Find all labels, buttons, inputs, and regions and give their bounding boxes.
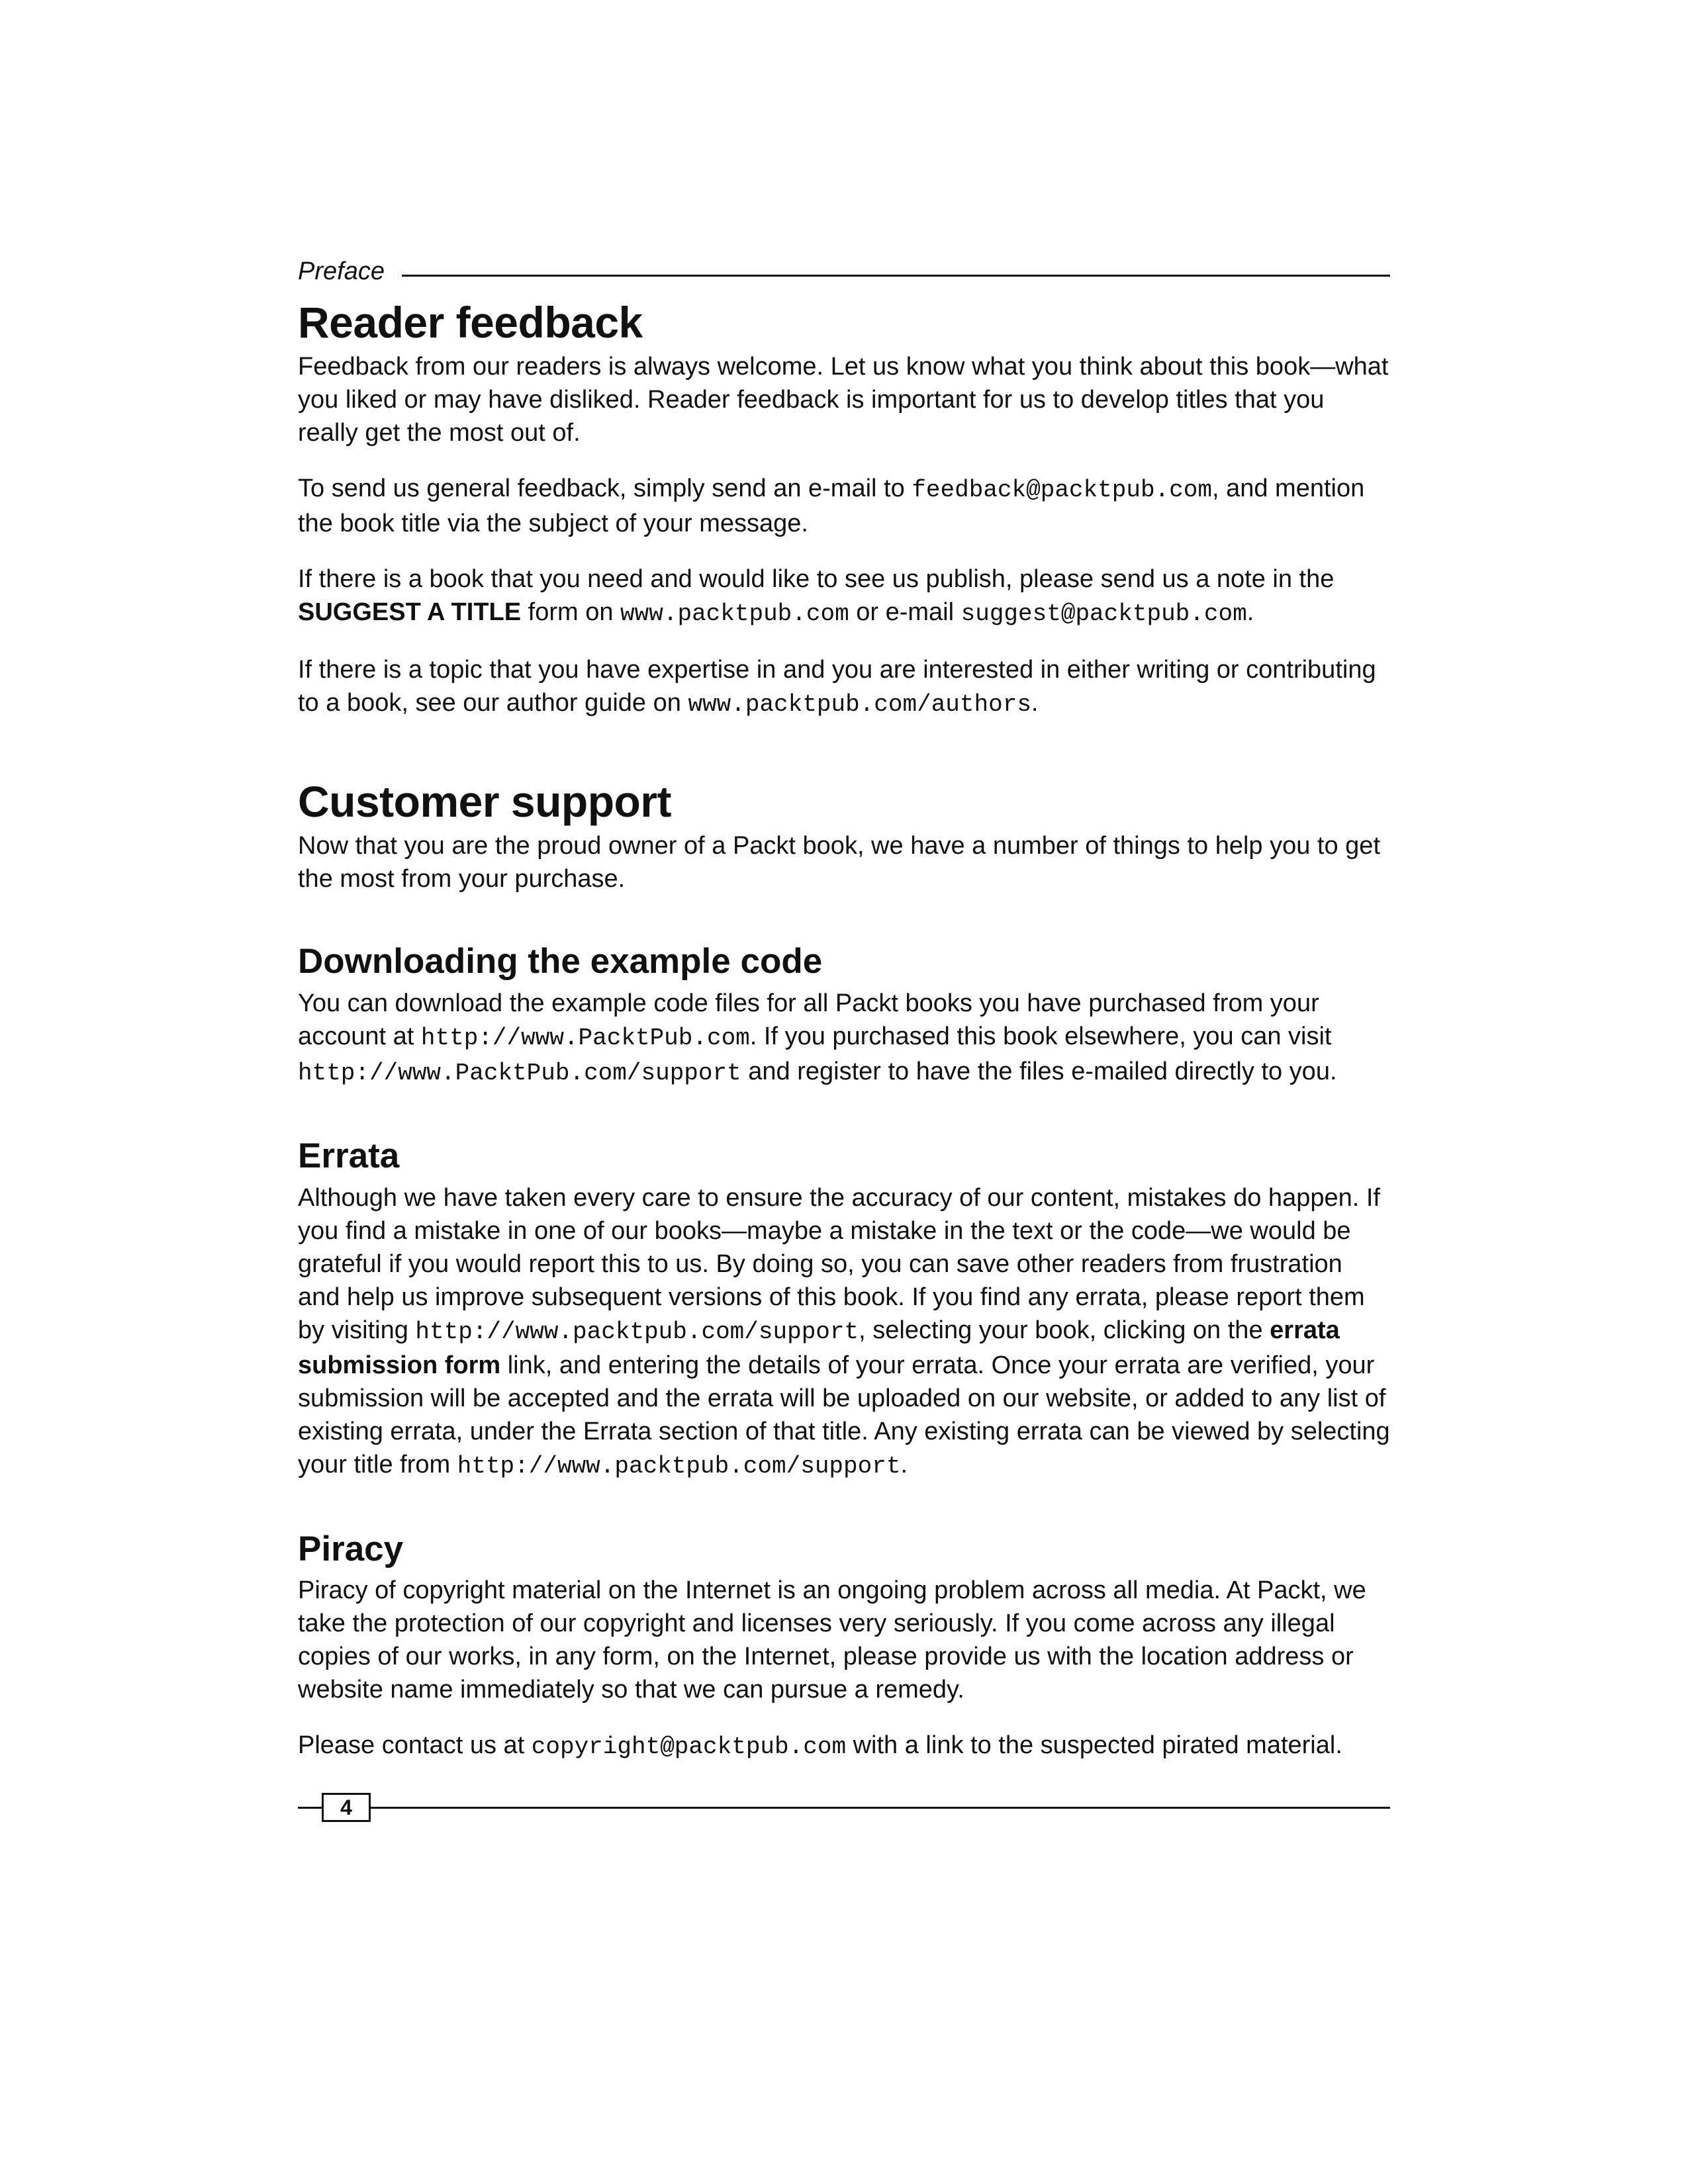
errata-support-link-2[interactable]: http://www.packtpub.com/support	[457, 1452, 901, 1480]
errata-support-link-1[interactable]: http://www.packtpub.com/support	[415, 1318, 859, 1345]
suggest-title-keyword: SUGGEST A TITLE	[298, 598, 522, 627]
page-number: 4	[322, 1793, 371, 1822]
packtpub-home-link[interactable]: http://www.PacktPub.com	[420, 1024, 750, 1052]
heading-reader-feedback: Reader feedback	[298, 298, 643, 347]
authors-url-link[interactable]: www.packtpub.com/authors	[688, 691, 1031, 719]
footer-rule-right	[371, 1807, 1390, 1809]
reader-feedback-paragraph-2: To send us general feedback, simply send an e-mail to feedback@packtpub.com, and mention the book title via the subject of your message.	[298, 475, 1365, 538]
suggest-email-link[interactable]: suggest@packtpub.com	[961, 600, 1247, 628]
errata-submission-form-keyword: errata submission form	[298, 1316, 1340, 1379]
running-header-title: Preface	[298, 257, 385, 285]
running-header	[298, 251, 1390, 291]
piracy-paragraph-1: Piracy of copyright material on the Internet is an ongoing problem across all media. At Packt, we take the protection of our copyright and licenses very seriously. If you come across any illegal copies of our works, in any form, on the Internet, please provide us with the location address or website name immediately so that we can pursue a remedy.	[298, 1576, 1366, 1704]
packtpub-url-link[interactable]: www.packtpub.com	[620, 600, 849, 628]
copyright-email-link[interactable]: copyright@packtpub.com	[531, 1733, 847, 1761]
reader-feedback-paragraph-1: Feedback from our readers is always welcome. Let us know what you think about this book—what you liked or may have disliked. Reader feedback is important for us to develop titles that you really get the most out of.	[298, 353, 1389, 447]
customer-support-paragraph: Now that you are the proud owner of a Packt book, we have a number of things to help you to get the most from your purchase.	[298, 832, 1381, 893]
book-page	[298, 251, 1390, 1825]
packtpub-support-link[interactable]: http://www.PacktPub.com/support	[298, 1059, 741, 1087]
feedback-email-link[interactable]: feedback@packtpub.com	[912, 477, 1212, 504]
heading-errata: Errata	[298, 1136, 400, 1175]
header-rule	[402, 275, 1390, 277]
piracy-paragraph-2: Please contact us at copyright@packtpub.com with a link to the suspected pirated material.	[298, 1731, 1342, 1761]
reader-feedback-paragraph-4: If there is a topic that you have expertise in and you are interested in either writing or contributing to a book, see our author guide on www.packtpub.com/authors.	[298, 656, 1376, 719]
page-footer	[298, 1790, 1390, 1825]
heading-downloading-example-code: Downloading the example code	[298, 942, 823, 981]
errata-paragraph: Although we have taken every care to ensure the accuracy of our content, mistakes do happen. If you find a mistake in one of our books—maybe a mistake in the text or the code—we would be grateful if you would report this to us. By doing so, you can save other readers from frustration and help us improve subsequent versions of this book. If you find any errata, please report them by visiting http://www.packtpub.com/support, selecting your book, clicking on the errata submission form link, and entering the details of your errata. Once your errata are verified, your submission will be accepted and the errata will be uploaded on our website, or added to any list of existing errata, under the Errata section of that title. Any existing errata can be viewed by selecting your title from http://www.packtpub.com/support.	[298, 1183, 1390, 1480]
heading-piracy: Piracy	[298, 1529, 404, 1569]
footer-rule-left	[298, 1807, 322, 1809]
downloading-paragraph: You can download the example code files for all Packt books you have purchased from your account at http://www.PacktPub.com. If you purchased this book elsewhere, you can visit http://www.PacktPub.com/support and register to have the files e-mailed directly to you.	[298, 989, 1337, 1087]
heading-customer-support: Customer support	[298, 777, 672, 827]
reader-feedback-paragraph-3: If there is a book that you need and would like to see us publish, please send us a note in the SUGGEST A TITLE form on www.packtpub.com or e-mail suggest@packtpub.com.	[298, 565, 1335, 628]
